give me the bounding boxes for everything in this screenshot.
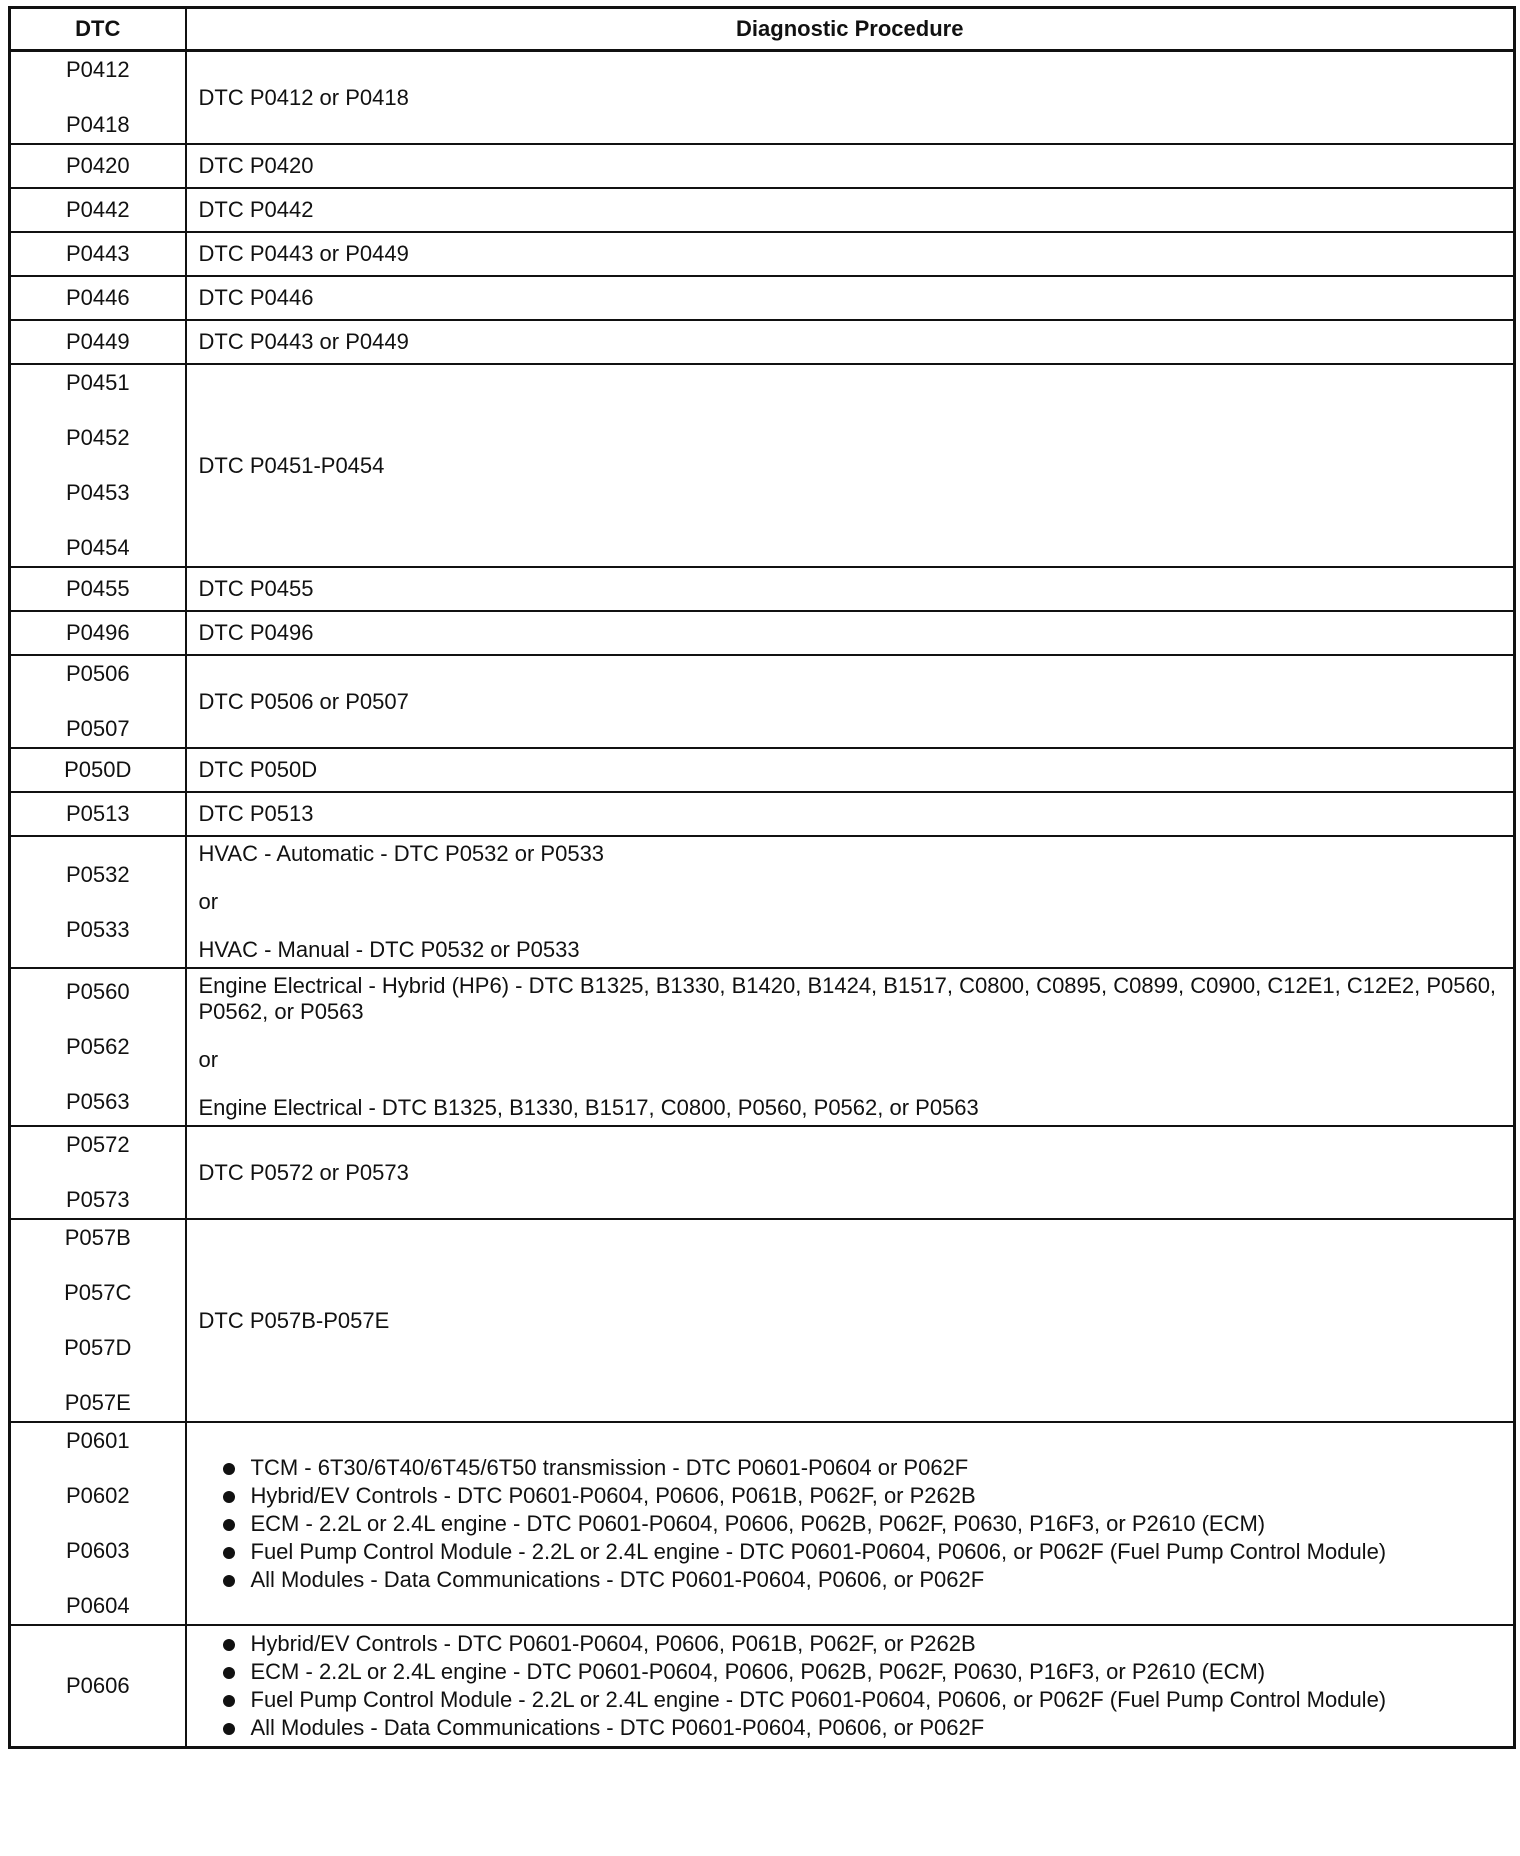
table-row bbox=[10, 1126, 1515, 1219]
procedure-cell bbox=[186, 276, 1515, 320]
procedure-bullet-item: ECM - 2.2L or 2.4L engine - DTC P0601-P0604, P0606, P062B, P062F, P0630, P16F3, or P2610 (ECM) bbox=[199, 1510, 1504, 1538]
table-row bbox=[10, 188, 1515, 232]
procedure-text: DTC P0572 or P0573 bbox=[198, 1159, 409, 1185]
procedure-text: Engine Electrical - Hybrid (HP6) - DTC B1325, B1330, B1420, B1424, B1517, C0800, C0895, C0899, C0900, C12E1, C12E2, P0560, P0562, or P0563 bbox=[198, 973, 1497, 1024]
table-row bbox=[10, 836, 1515, 968]
dtc-code: P0560 bbox=[65, 979, 130, 1004]
dtc-cell bbox=[10, 1625, 186, 1748]
procedure-text: or bbox=[198, 889, 219, 914]
procedure-text: DTC P0506 or P0507 bbox=[198, 688, 409, 714]
table-row bbox=[10, 144, 1515, 188]
dtc-code: P0562 bbox=[65, 1034, 130, 1059]
procedure-bullet-item: All Modules - Data Communications - DTC P0601-P0604, P0606, or P062F bbox=[199, 1714, 1504, 1742]
table-row bbox=[10, 1219, 1515, 1422]
table-row bbox=[10, 655, 1515, 748]
procedure-cell bbox=[186, 364, 1515, 567]
dtc-code: P0532 bbox=[65, 861, 130, 887]
dtc-cell bbox=[10, 836, 186, 968]
dtc-code: P0455 bbox=[65, 576, 130, 601]
table-row bbox=[10, 611, 1515, 655]
dtc-cell bbox=[10, 567, 186, 611]
procedure-bullet-item: TCM - 6T30/6T40/6T45/6T50 transmission - DTC P0601-P0604 or P062F bbox=[199, 1454, 1504, 1482]
procedure-text: HVAC - Automatic - DTC P0532 or P0533 bbox=[198, 841, 605, 866]
dtc-code: P057B bbox=[64, 1225, 131, 1250]
procedure-cell bbox=[186, 1126, 1515, 1219]
dtc-code: P0506 bbox=[65, 661, 130, 686]
dtc-cell bbox=[10, 1422, 186, 1625]
procedure-cell bbox=[186, 655, 1515, 748]
dtc-code: P0507 bbox=[65, 716, 130, 741]
procedure-text: DTC P0446 bbox=[198, 285, 314, 310]
procedure-cell bbox=[186, 1219, 1515, 1422]
procedure-cell bbox=[186, 320, 1515, 364]
dtc-code: P0603 bbox=[65, 1538, 130, 1563]
procedure-text: Engine Electrical - DTC B1325, B1330, B1517, C0800, P0560, P0562, or P0563 bbox=[198, 1095, 979, 1120]
procedure-column-header: Diagnostic Procedure bbox=[186, 8, 1515, 51]
dtc-cell bbox=[10, 792, 186, 836]
dtc-code: P0513 bbox=[65, 801, 130, 826]
table-row bbox=[10, 1422, 1515, 1625]
dtc-cell bbox=[10, 364, 186, 567]
dtc-cell bbox=[10, 1126, 186, 1219]
table-header-row bbox=[10, 8, 1515, 51]
procedure-cell bbox=[186, 968, 1515, 1126]
dtc-code: P057E bbox=[64, 1390, 131, 1415]
dtc-code: P0563 bbox=[65, 1089, 130, 1114]
table-row bbox=[10, 276, 1515, 320]
dtc-code: P0496 bbox=[65, 620, 130, 645]
procedure-text: DTC P0455 bbox=[198, 576, 314, 601]
table-row bbox=[10, 792, 1515, 836]
dtc-cell bbox=[10, 1219, 186, 1422]
procedure-text: DTC P0496 bbox=[198, 620, 314, 645]
table-row bbox=[10, 748, 1515, 792]
procedure-cell bbox=[186, 748, 1515, 792]
dtc-cell bbox=[10, 276, 186, 320]
procedure-text: DTC P0420 bbox=[198, 153, 314, 178]
procedure-text: DTC P0412 or P0418 bbox=[198, 84, 409, 110]
dtc-cell bbox=[10, 748, 186, 792]
dtc-code: P0452 bbox=[65, 425, 130, 450]
procedure-cell bbox=[186, 792, 1515, 836]
table-row bbox=[10, 968, 1515, 1126]
procedure-cell bbox=[186, 567, 1515, 611]
table-row bbox=[10, 364, 1515, 567]
procedure-cell bbox=[186, 188, 1515, 232]
dtc-code: P0442 bbox=[65, 197, 130, 222]
procedure-text: HVAC - Manual - DTC P0532 or P0533 bbox=[198, 937, 580, 962]
table-row bbox=[10, 232, 1515, 276]
procedure-text: or bbox=[198, 1047, 219, 1072]
procedure-text: DTC P0451-P0454 bbox=[198, 452, 385, 478]
dtc-code: P0443 bbox=[65, 241, 130, 266]
dtc-code: P0604 bbox=[65, 1593, 130, 1618]
dtc-table bbox=[8, 6, 1516, 1749]
dtc-code: P0606 bbox=[65, 1673, 130, 1698]
dtc-code: P0420 bbox=[65, 153, 130, 178]
procedure-cell bbox=[186, 1422, 1515, 1625]
procedure-text: DTC P0443 or P0449 bbox=[198, 241, 409, 266]
dtc-cell bbox=[10, 968, 186, 1126]
procedure-bullet-item: Hybrid/EV Controls - DTC P0601-P0604, P0606, P061B, P062F, or P262B bbox=[199, 1482, 1504, 1510]
dtc-code: P0573 bbox=[65, 1187, 130, 1212]
dtc-code: P0572 bbox=[65, 1132, 130, 1157]
procedure-bullet-item: Hybrid/EV Controls - DTC P0601-P0604, P0606, P061B, P062F, or P262B bbox=[199, 1630, 1504, 1658]
dtc-cell bbox=[10, 320, 186, 364]
dtc-cell bbox=[10, 144, 186, 188]
table-row bbox=[10, 320, 1515, 364]
dtc-code: P057C bbox=[64, 1280, 132, 1305]
procedure-text: DTC P0442 bbox=[198, 197, 314, 222]
dtc-code: P0418 bbox=[65, 112, 130, 137]
dtc-code: P0451 bbox=[65, 370, 130, 395]
table-row bbox=[10, 51, 1515, 145]
dtc-cell bbox=[10, 188, 186, 232]
table-row bbox=[10, 1625, 1515, 1748]
dtc-code: P0602 bbox=[65, 1483, 130, 1508]
procedure-text: DTC P0513 bbox=[198, 801, 314, 826]
dtc-code: P0601 bbox=[65, 1428, 130, 1453]
procedure-text: DTC P057B-P057E bbox=[198, 1307, 390, 1333]
procedure-bullet-list bbox=[199, 1630, 1504, 1742]
procedure-text: DTC P050D bbox=[198, 757, 318, 782]
dtc-cell bbox=[10, 655, 186, 748]
procedure-bullet-item: All Modules - Data Communications - DTC P0601-P0604, P0606, or P062F bbox=[199, 1566, 1504, 1594]
procedure-text: DTC P0443 or P0449 bbox=[198, 329, 409, 354]
procedure-cell bbox=[186, 144, 1515, 188]
dtc-code: P0412 bbox=[65, 57, 130, 82]
table-body bbox=[10, 51, 1515, 1748]
dtc-code: P050D bbox=[64, 757, 132, 782]
dtc-code: P0533 bbox=[65, 916, 130, 942]
dtc-code: P0449 bbox=[65, 329, 130, 354]
dtc-code: P0446 bbox=[65, 285, 130, 310]
dtc-cell bbox=[10, 51, 186, 145]
procedure-cell bbox=[186, 51, 1515, 145]
dtc-code: P057D bbox=[64, 1335, 132, 1360]
procedure-bullet-list bbox=[199, 1454, 1504, 1594]
procedure-cell bbox=[186, 1625, 1515, 1748]
table-row bbox=[10, 567, 1515, 611]
dtc-column-header: DTC bbox=[10, 8, 186, 51]
procedure-cell bbox=[186, 232, 1515, 276]
dtc-code: P0453 bbox=[65, 480, 130, 505]
dtc-cell bbox=[10, 232, 186, 276]
dtc-cell bbox=[10, 611, 186, 655]
procedure-cell bbox=[186, 611, 1515, 655]
dtc-code: P0454 bbox=[65, 535, 130, 560]
procedure-bullet-item: Fuel Pump Control Module - 2.2L or 2.4L engine - DTC P0601-P0604, P0606, or P062F (Fuel Pump Control Module) bbox=[199, 1538, 1504, 1566]
procedure-bullet-item: ECM - 2.2L or 2.4L engine - DTC P0601-P0604, P0606, P062B, P062F, P0630, P16F3, or P2610 (ECM) bbox=[199, 1658, 1504, 1686]
procedure-bullet-item: Fuel Pump Control Module - 2.2L or 2.4L engine - DTC P0601-P0604, P0606, or P062F (Fuel Pump Control Module) bbox=[199, 1686, 1504, 1714]
procedure-cell bbox=[186, 836, 1515, 968]
